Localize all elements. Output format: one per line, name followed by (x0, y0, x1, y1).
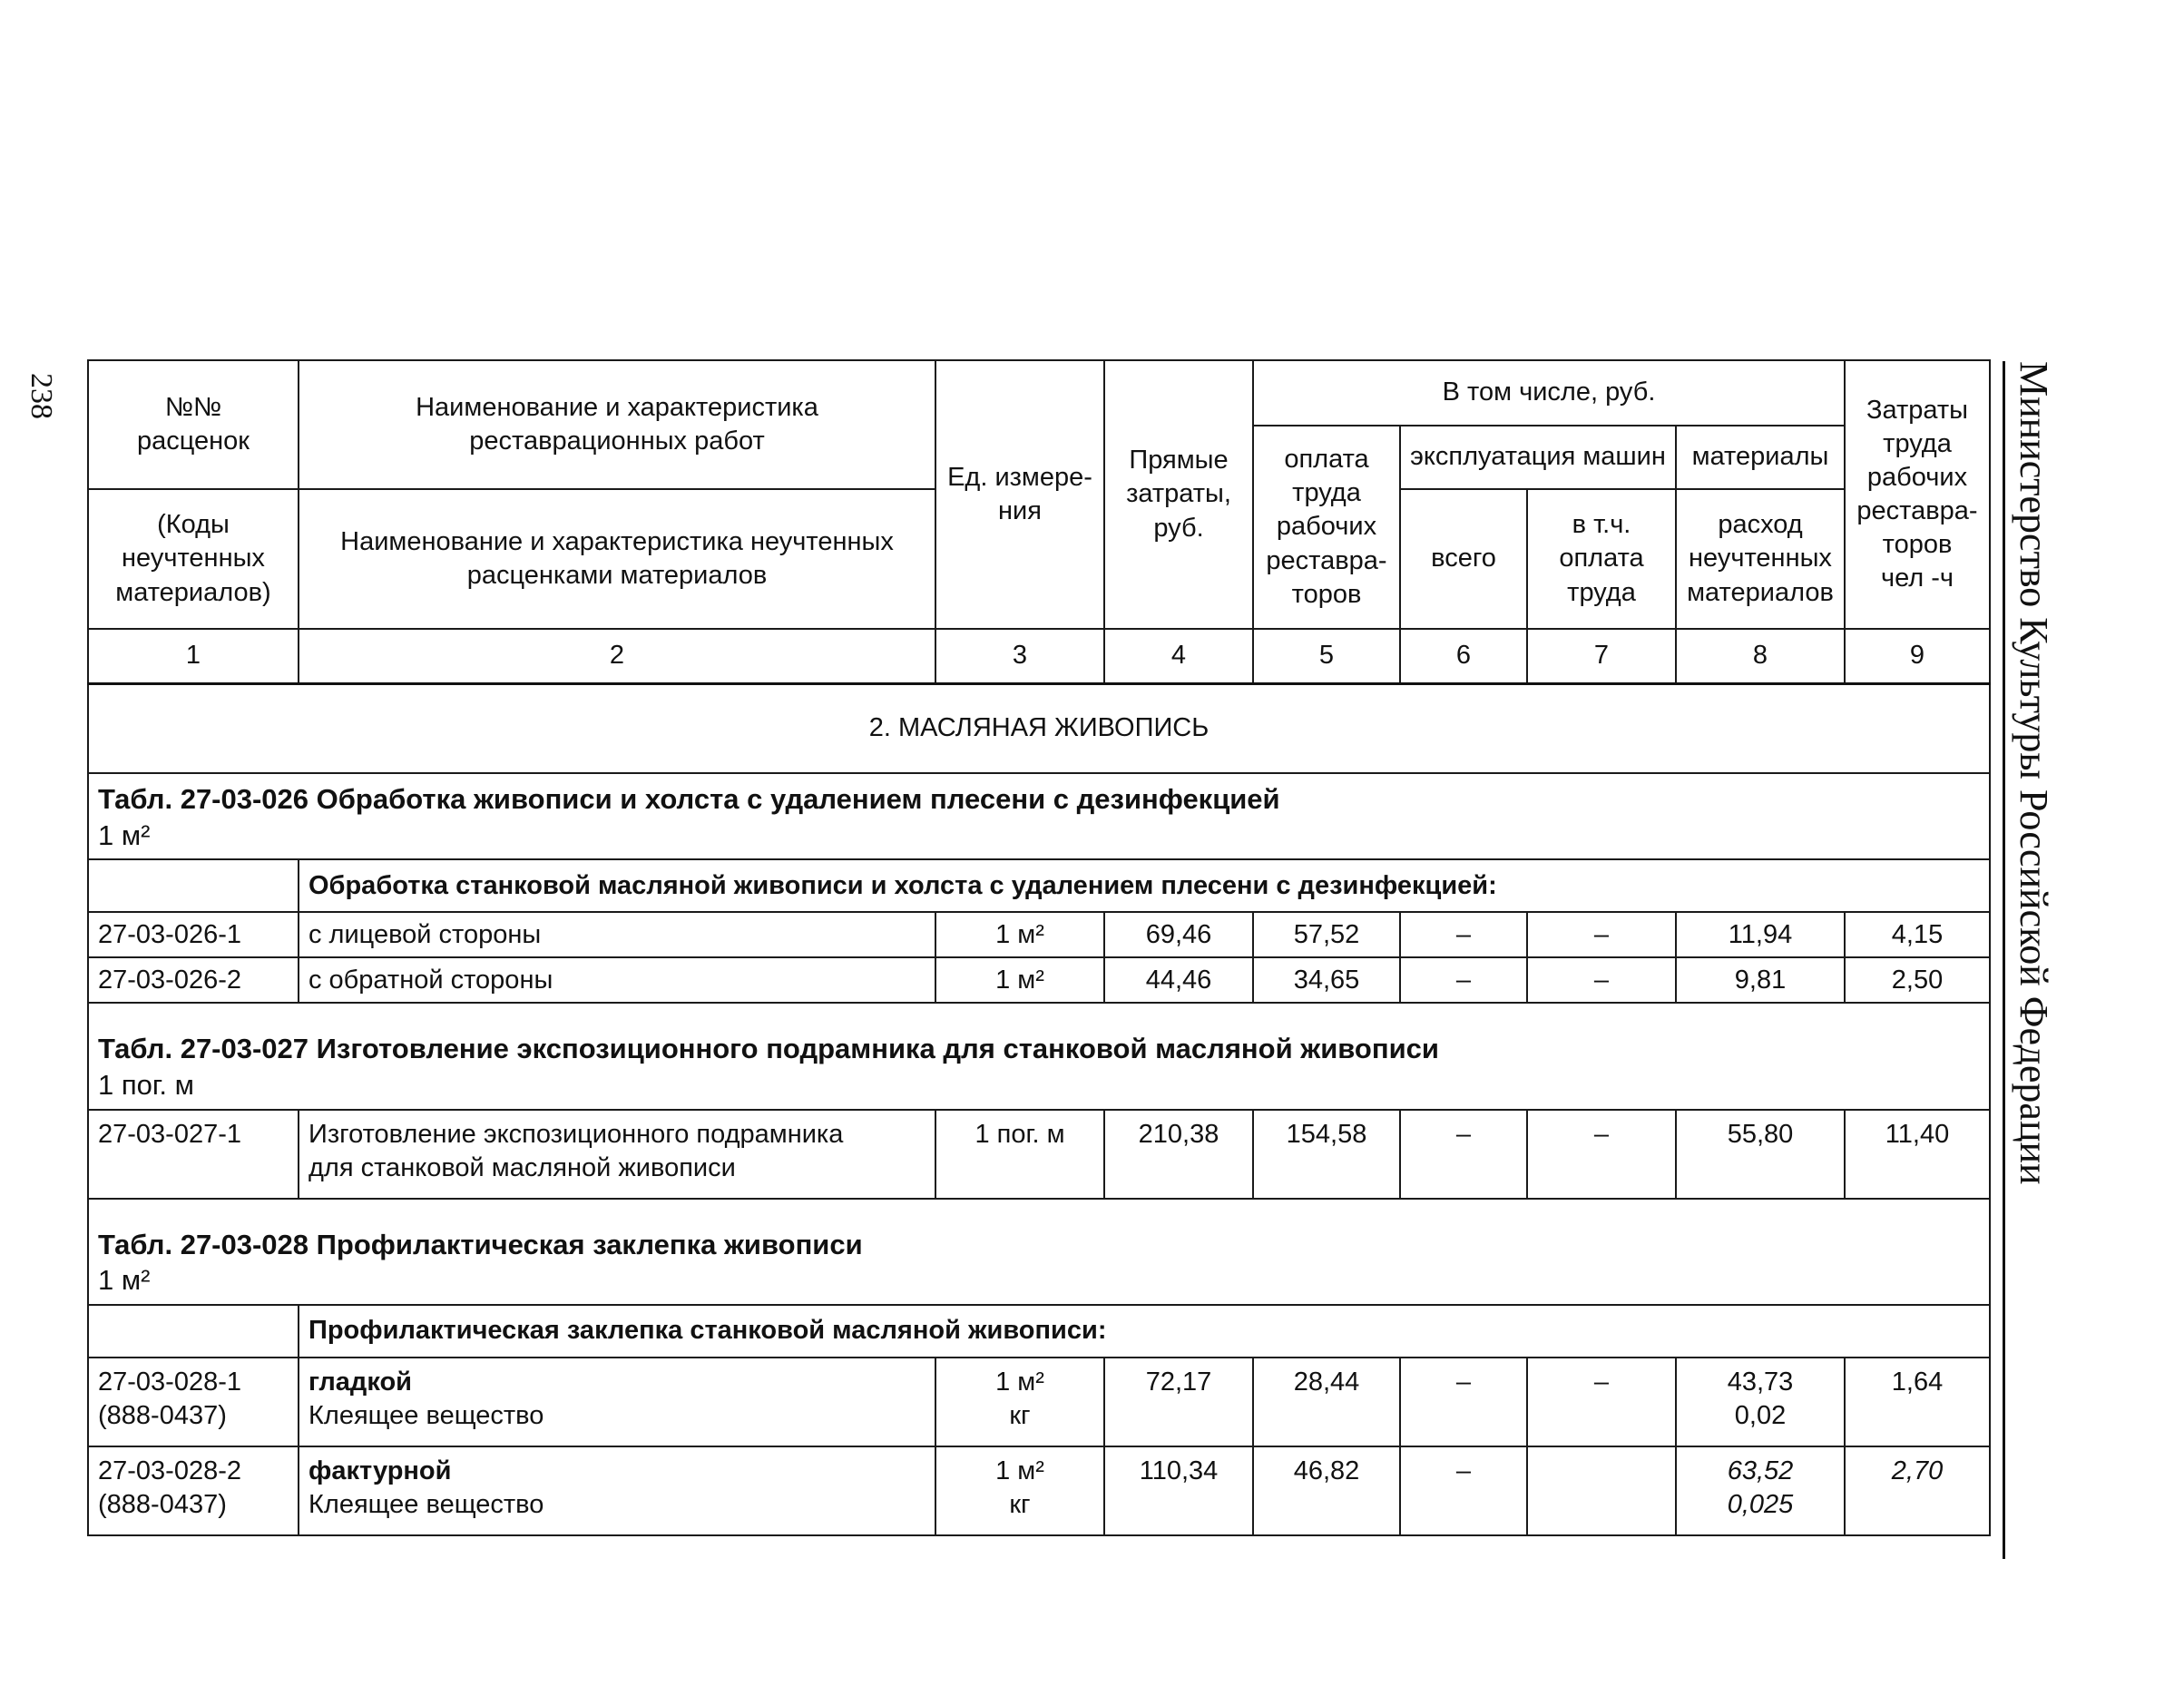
header-machines-total: всего (1400, 489, 1527, 629)
materials: 63,52 0,025 (1676, 1446, 1845, 1535)
work-name: Изготовление экспозиционного подрамника для станковой масляной живописи (299, 1110, 935, 1199)
rate-code: 27-03-026-2 (88, 957, 299, 1003)
column-number: 7 (1527, 629, 1676, 684)
machines-labor (1527, 1446, 1676, 1535)
column-number: 1 (88, 629, 299, 684)
materials: 9,81 (1676, 957, 1845, 1003)
column-number: 8 (1676, 629, 1845, 684)
direct-costs: 110,34 (1104, 1446, 1253, 1535)
rate-code: 27-03-028-1 (888-0437) (88, 1358, 299, 1446)
materials: 11,94 (1676, 912, 1845, 957)
rate-code: 27-03-026-1 (88, 912, 299, 957)
table-title-block (88, 1003, 1990, 1109)
table-unit: 1 м² (98, 818, 151, 851)
labor-pay: 57,52 (1253, 912, 1400, 957)
unit: 1 м² (935, 912, 1104, 957)
material-name: Клеящее вещество (309, 1490, 544, 1520)
rates-table (87, 359, 1991, 1536)
column-number: 4 (1104, 629, 1253, 684)
header-material-codes: (Коды неучтенных материалов) (88, 489, 299, 629)
table-title-block (88, 773, 1990, 859)
labor-pay: 34,65 (1253, 957, 1400, 1003)
table-title-block (88, 1199, 1990, 1305)
direct-costs: 44,46 (1104, 957, 1253, 1003)
labor-pay: 28,44 (1253, 1358, 1400, 1446)
column-numbers-row (88, 629, 1990, 684)
labor-pay: 46,82 (1253, 1446, 1400, 1535)
materials: 55,80 (1676, 1110, 1845, 1199)
table-title: Табл. 27-03-028 Профилактическая заклепка живописи (98, 1228, 863, 1260)
labor-hours: 4,15 (1845, 912, 1990, 957)
machines-labor: – (1527, 1110, 1676, 1199)
table-unit: 1 м² (98, 1264, 151, 1297)
machines-total: – (1400, 1446, 1527, 1535)
table-row (88, 1110, 1990, 1199)
material-code: (888-0437) (98, 1401, 227, 1431)
rate-code: 27-03-028-2 (888-0437) (88, 1446, 299, 1535)
section-title: 2. МАСЛЯНАЯ ЖИВОПИСЬ (88, 684, 1990, 774)
empty-cell (88, 859, 299, 912)
unit: 1 м² кг (935, 1358, 1104, 1446)
page-number: 238 (24, 372, 58, 419)
header-code: №№ расценок (88, 360, 299, 489)
table-subheading: Профилактическая заклепка станковой масляной живописи: (299, 1305, 1990, 1358)
work-name: с обратной стороны (299, 957, 935, 1003)
header-including: В том числе, руб. (1253, 360, 1845, 426)
column-number: 5 (1253, 629, 1400, 684)
column-number: 6 (1400, 629, 1527, 684)
labor-hours: 1,64 (1845, 1358, 1990, 1446)
work-name: фактурной Клеящее вещество (299, 1446, 935, 1535)
machines-total: – (1400, 1358, 1527, 1446)
direct-costs: 210,38 (1104, 1110, 1253, 1199)
unit: 1 пог. м (935, 1110, 1104, 1199)
header-materials-consumption: расход неучтенных материалов (1676, 489, 1845, 629)
header-labor-pay: оплата труда рабочих реставра- торов (1253, 426, 1400, 629)
table-unit: 1 пог. м (98, 1069, 194, 1102)
side-title: Министерство Культуры Российской Федерации (2012, 361, 2056, 1185)
header-direct-costs: Прямые затраты, руб. (1104, 360, 1253, 629)
material-code: (888-0437) (98, 1490, 227, 1520)
column-number: 3 (935, 629, 1104, 684)
table-row (88, 1446, 1990, 1535)
machines-labor: – (1527, 1358, 1676, 1446)
machines-total: – (1400, 1110, 1527, 1199)
table-title: Табл. 27-03-026 Обработка живописи и холста с удалением плесени с дезинфекцией (98, 783, 1280, 815)
machines-total: – (1400, 957, 1527, 1003)
header-materials: материалы (1676, 426, 1845, 489)
column-number: 2 (299, 629, 935, 684)
header-machines-labor: в т.ч. оплата труда (1527, 489, 1676, 629)
unit: 1 м² кг (935, 1446, 1104, 1535)
header-unit: Ед. измере- ния (935, 360, 1104, 629)
direct-costs: 72,17 (1104, 1358, 1253, 1446)
machines-total: – (1400, 912, 1527, 957)
header-machines: эксплуатация машин (1400, 426, 1676, 489)
unit: 1 м² (935, 957, 1104, 1003)
header-material-names: Наименование и характеристика неучтенных расценками материалов (299, 489, 935, 629)
empty-cell (88, 1305, 299, 1358)
work-name: гладкой Клеящее вещество (299, 1358, 935, 1446)
work-name: с лицевой стороны (299, 912, 935, 957)
header-work-name: Наименование и характеристика реставрационных работ (299, 360, 935, 489)
table-row (88, 912, 1990, 957)
table-row (88, 1358, 1990, 1446)
labor-hours: 2,50 (1845, 957, 1990, 1003)
material-name: Клеящее вещество (309, 1401, 544, 1431)
table-title: Табл. 27-03-027 Изготовление экспозиционного подрамника для станковой масляной живописи (98, 1033, 1439, 1065)
labor-hours: 2,70 (1845, 1446, 1990, 1535)
direct-costs: 69,46 (1104, 912, 1253, 957)
labor-pay: 154,58 (1253, 1110, 1400, 1199)
machines-labor: – (1527, 957, 1676, 1003)
materials: 43,73 0,02 (1676, 1358, 1845, 1446)
table-subheading: Обработка станковой масляной живописи и холста с удалением плесени с дезинфекцией: (299, 859, 1990, 912)
column-number: 9 (1845, 629, 1990, 684)
machines-labor: – (1527, 912, 1676, 957)
labor-hours: 11,40 (1845, 1110, 1990, 1199)
table-row (88, 957, 1990, 1003)
rate-code: 27-03-027-1 (88, 1110, 299, 1199)
header-labor-hours: Затраты труда рабочих реставра- торов чел -ч (1845, 360, 1990, 629)
